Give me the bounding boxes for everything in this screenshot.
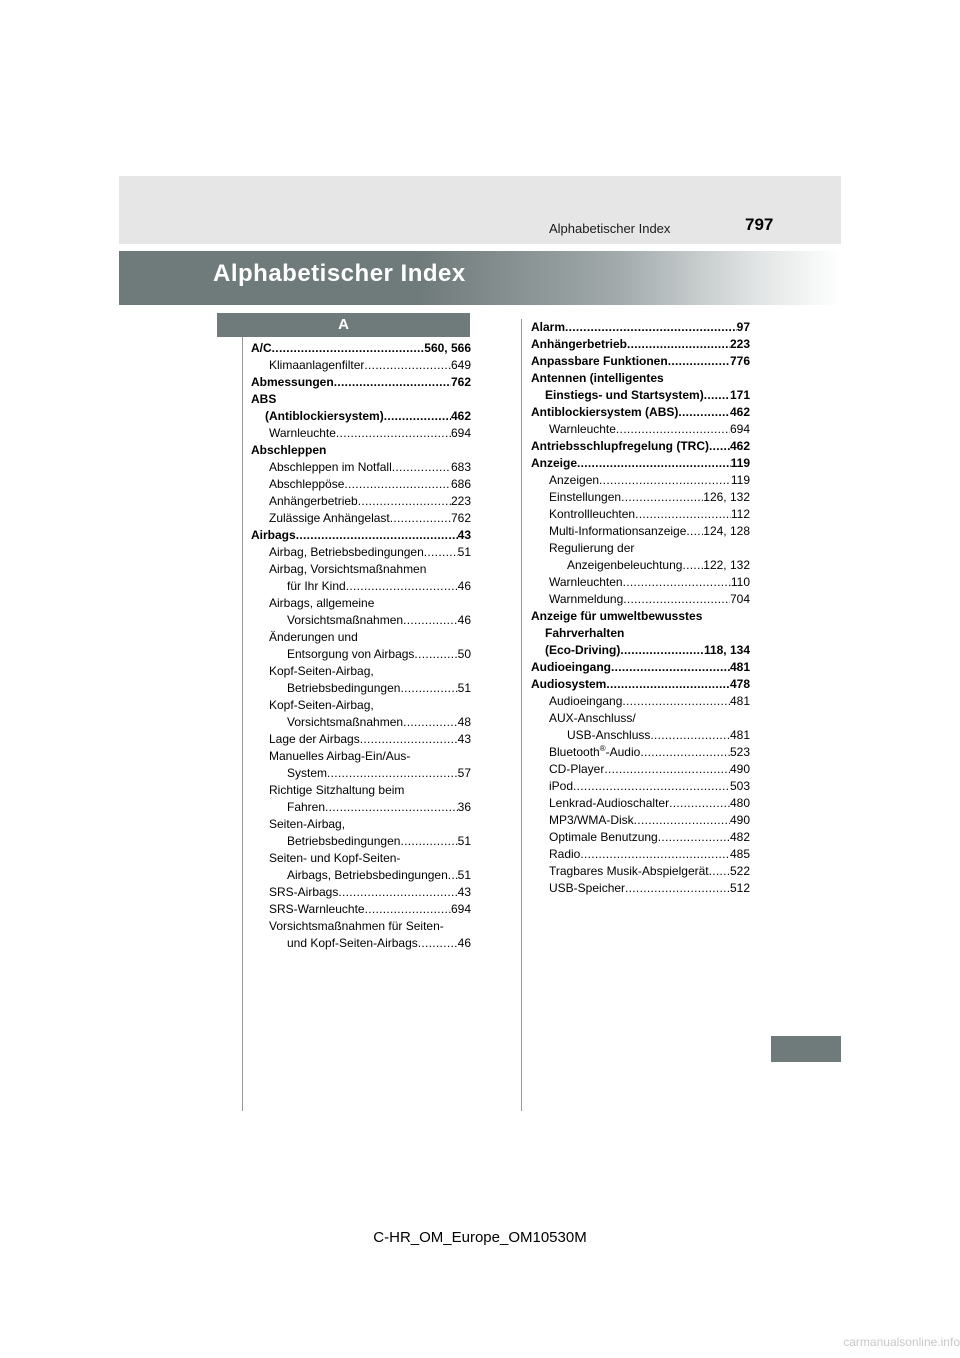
- index-entry-term: Airbags, Betriebsbedingungen: [287, 868, 448, 882]
- index-entry-term: Fahrverhalten: [545, 626, 625, 640]
- index-entry: [251, 782, 471, 799]
- index-entry: [531, 829, 750, 846]
- index-entry: [251, 833, 471, 850]
- index-entry-page[interactable]: 119: [730, 473, 750, 487]
- index-entry: [251, 629, 471, 646]
- leader-dots: [606, 676, 730, 693]
- index-entry-page[interactable]: 51: [457, 681, 471, 695]
- index-entry-page[interactable]: 704: [729, 592, 750, 606]
- index-entry: [251, 680, 471, 697]
- section-name: Alphabetischer Index: [549, 221, 671, 236]
- index-entry-term: Audiosystem: [531, 677, 607, 691]
- leader-dots: [400, 833, 457, 850]
- section-thumb-tab: [771, 1036, 841, 1062]
- leader-dots: [392, 459, 451, 476]
- index-entry-page[interactable]: 51: [457, 545, 471, 559]
- index-entry: [251, 850, 471, 867]
- index-entry: [531, 778, 750, 795]
- index-entry-term: Anhängerbetrieb: [531, 337, 628, 351]
- index-column-left: [251, 340, 471, 952]
- index-entry-page[interactable]: 223: [450, 494, 471, 508]
- index-entry-term: Warnmeldung: [549, 592, 624, 606]
- index-entry: [251, 935, 471, 952]
- index-entry-term: CD-Player: [549, 762, 605, 776]
- index-entry-page[interactable]: 694: [729, 422, 750, 436]
- index-entry-page[interactable]: 462: [729, 405, 750, 419]
- leader-dots: [704, 387, 730, 404]
- index-entry-page[interactable]: 481: [729, 728, 750, 742]
- index-entry: [251, 884, 471, 901]
- index-entry-page[interactable]: 485: [729, 847, 750, 861]
- leader-dots: [627, 336, 730, 353]
- index-entry: [251, 646, 471, 663]
- index-entry: [251, 867, 471, 884]
- index-entry: [531, 608, 750, 625]
- index-entry-page[interactable]: 683: [450, 460, 471, 474]
- index-entry: [531, 421, 750, 438]
- leader-dots: [709, 438, 730, 455]
- index-entry-term: Klimaanlagenfilter: [269, 358, 365, 372]
- leader-dots: [640, 744, 730, 761]
- index-entry-page[interactable]: 110: [730, 575, 750, 589]
- index-entry-page[interactable]: 119: [730, 456, 750, 470]
- index-entry-page[interactable]: 223: [729, 337, 750, 351]
- index-entry-page[interactable]: 490: [729, 762, 750, 776]
- index-entry-term: Airbags, allgemeine: [269, 596, 375, 610]
- index-entry: [251, 612, 471, 629]
- index-entry-term: Tragbares Musik-Abspielgerät: [549, 864, 709, 878]
- leader-dots: [296, 527, 458, 544]
- index-entry-term: Kontrollleuchten: [549, 507, 636, 521]
- index-entry: [251, 408, 471, 425]
- index-entry-term: Warnleuchte: [269, 426, 336, 440]
- leader-dots: [565, 319, 737, 336]
- index-entry: [531, 387, 750, 404]
- index-entry: [251, 748, 471, 765]
- index-entry: [251, 425, 471, 442]
- index-entry-term: A/C: [251, 341, 272, 355]
- leader-dots: [365, 901, 451, 918]
- index-entry: [251, 714, 471, 731]
- index-entry: [531, 506, 750, 523]
- index-entry-page[interactable]: 560, 566: [424, 341, 471, 355]
- index-entry-term: Antriebsschlupfregelung (TRC): [531, 439, 710, 453]
- index-entry: [251, 391, 471, 408]
- leader-dots: [616, 421, 730, 438]
- index-entry-term: Multi-Informationsanzeige: [549, 524, 687, 538]
- leader-dots: [650, 727, 730, 744]
- index-entry: [251, 340, 471, 357]
- leader-dots: [403, 612, 458, 629]
- index-entry-page[interactable]: 43: [457, 528, 471, 542]
- index-entry-term: Antennen (intelligentes: [531, 371, 664, 385]
- index-entry-term: Warnleuchten: [549, 575, 623, 589]
- index-entry: [251, 918, 471, 935]
- index-entry: [531, 489, 750, 506]
- index-entry-term: Entsorgung von Airbags: [287, 647, 415, 661]
- leader-dots: [622, 693, 730, 710]
- index-entry: [251, 578, 471, 595]
- index-entry: [251, 731, 471, 748]
- leader-dots: [611, 659, 730, 676]
- index-entry-term: und Kopf-Seiten-Airbags: [287, 936, 418, 950]
- index-entry: [251, 799, 471, 816]
- index-entry-term: Airbags: [251, 528, 296, 542]
- index-entry-term: Anpassbare Funktionen: [531, 354, 668, 368]
- index-entry: [531, 438, 750, 455]
- index-entry: [531, 353, 750, 370]
- index-entry-page[interactable]: 51: [457, 834, 471, 848]
- index-entry-page[interactable]: 50: [457, 647, 471, 661]
- leader-dots: [403, 714, 458, 731]
- index-entry: [531, 659, 750, 676]
- index-entry: [251, 816, 471, 833]
- leader-dots: [384, 408, 451, 425]
- index-entry-page[interactable]: 649: [450, 358, 471, 372]
- index-entry-term: Zulässige Anhängelast: [269, 511, 390, 525]
- index-entry-term: Betriebsbedingungen: [287, 681, 401, 695]
- leader-dots: [327, 765, 458, 782]
- index-entry: [531, 523, 750, 540]
- index-entry: [251, 493, 471, 510]
- index-entry-page[interactable]: 482: [729, 830, 750, 844]
- index-entry: [531, 642, 750, 659]
- index-entry-page[interactable]: 43: [457, 885, 471, 899]
- index-entry-page[interactable]: 171: [729, 388, 750, 402]
- index-entry: [251, 697, 471, 714]
- index-entry-term: Airbag, Vorsichtsmaßnahmen: [269, 562, 427, 576]
- index-entry-term: Lenkrad-Audioschalter: [549, 796, 670, 810]
- index-entry: [251, 459, 471, 476]
- leader-dots: [623, 574, 731, 591]
- page-number: 797: [745, 215, 774, 234]
- index-entry: [531, 880, 750, 897]
- index-entry: [251, 510, 471, 527]
- index-entry-term: Optimale Benutzung: [549, 830, 658, 844]
- index-entry: [251, 595, 471, 612]
- index-entry-term: Regulierung der: [549, 541, 635, 555]
- index-entry-page[interactable]: 462: [450, 409, 471, 423]
- index-entry: [531, 727, 750, 744]
- index-entry: [531, 744, 750, 761]
- index-entry-page[interactable]: 43: [457, 732, 471, 746]
- index-entry-term: Vorsichtsmaßnahmen für Seiten-: [269, 919, 444, 933]
- index-entry-term: Änderungen und: [269, 630, 358, 644]
- index-entry-page[interactable]: 46: [457, 936, 471, 950]
- index-entry-page[interactable]: 523: [729, 745, 750, 759]
- index-entry-page[interactable]: 480: [729, 796, 750, 810]
- index-entry: [251, 765, 471, 782]
- index-entry-term: Kopf-Seiten-Airbag,: [269, 698, 374, 712]
- index-entry: [531, 336, 750, 353]
- index-entry: [531, 812, 750, 829]
- leader-dots: [325, 799, 458, 816]
- leader-dots: [634, 812, 730, 829]
- column-rule-left: [242, 337, 243, 1111]
- document-code: C-HR_OM_Europe_OM10530M: [373, 1229, 587, 1246]
- index-entry: [531, 455, 750, 472]
- watermark: carmanualsonline.info: [843, 1335, 960, 1349]
- index-entry-page[interactable]: 481: [729, 694, 750, 708]
- index-entry-page[interactable]: 522: [729, 864, 750, 878]
- index-entry: [531, 795, 750, 812]
- leader-dots: [623, 591, 730, 608]
- index-entry-term: Anzeige: [531, 456, 578, 470]
- index-entry-term: (Antiblockiersystem): [265, 409, 384, 423]
- index-entry-term: (Eco-Driving): [545, 643, 621, 657]
- index-entry-term: MP3/WMA-Disk: [549, 813, 634, 827]
- index-entry-term: Abschleppen: [251, 443, 327, 457]
- leader-dots: [604, 761, 730, 778]
- index-entry: [251, 476, 471, 493]
- leader-dots: [620, 642, 704, 659]
- index-entry: [531, 863, 750, 880]
- index-entry-term: ABS: [251, 392, 277, 406]
- index-entry-term: Einstellungen: [549, 490, 622, 504]
- index-entry: [531, 693, 750, 710]
- index-entry-page[interactable]: 512: [729, 881, 750, 895]
- leader-dots: [686, 523, 703, 540]
- index-entry-term: Anzeigen: [549, 473, 600, 487]
- index-entry-term: Richtige Sitzhaltung beim: [269, 783, 405, 797]
- index-entry-term: USB-Speicher: [549, 881, 626, 895]
- index-entry-term: Einstiegs- und Startsystem): [545, 388, 704, 402]
- index-entry-term: Abschleppen im Notfall: [269, 460, 392, 474]
- column-rule-right: [521, 319, 522, 1111]
- index-entry: [531, 591, 750, 608]
- leader-dots: [336, 425, 451, 442]
- index-entry-page[interactable]: 36: [457, 800, 471, 814]
- index-entry: [251, 374, 471, 391]
- index-entry-term: AUX-Anschluss/: [549, 711, 636, 725]
- index-entry-page[interactable]: 462: [729, 439, 750, 453]
- index-entry-page[interactable]: 478: [729, 677, 750, 691]
- index-entry-page[interactable]: 46: [457, 579, 471, 593]
- index-column-right: [531, 319, 750, 897]
- index-entry-term: Vorsichtsmaßnahmen: [287, 715, 404, 729]
- leader-dots: [669, 795, 730, 812]
- index-entry-page[interactable]: 490: [729, 813, 750, 827]
- index-entry-page[interactable]: 126, 132: [703, 490, 750, 504]
- page-header: [119, 176, 841, 244]
- index-entry: [531, 574, 750, 591]
- leader-dots: [424, 544, 458, 561]
- leader-dots: [272, 340, 425, 357]
- index-entry-page[interactable]: 124, 128: [703, 524, 750, 538]
- index-entry: [251, 663, 471, 680]
- index-entry-page[interactable]: 762: [450, 375, 471, 389]
- index-entry-page[interactable]: 122, 132: [703, 558, 750, 572]
- index-entry-page[interactable]: 776: [729, 354, 750, 368]
- index-entry-term: Anzeigenbeleuchtung: [567, 558, 683, 572]
- leader-dots: [709, 863, 730, 880]
- leader-dots: [635, 506, 731, 523]
- index-entry: [531, 370, 750, 387]
- index-entry-page[interactable]: 112: [730, 507, 750, 521]
- leader-dots: [577, 455, 731, 472]
- leader-dots: [414, 646, 457, 663]
- index-entry-term: Seiten- und Kopf-Seiten-: [269, 851, 401, 865]
- index-entry-term: Warnleuchte: [549, 422, 616, 436]
- index-entry-term: System: [287, 766, 328, 780]
- index-entry: [531, 846, 750, 863]
- index-entry-term: Audioeingang: [531, 660, 611, 674]
- page-title: Alphabetischer Index: [213, 260, 466, 287]
- index-entry-term: Vorsichtsmaßnahmen: [287, 613, 404, 627]
- index-entry-term: SRS-Airbags: [269, 885, 339, 899]
- leader-dots: [599, 472, 731, 489]
- leader-dots: [360, 731, 458, 748]
- leader-dots: [658, 829, 730, 846]
- leader-dots: [418, 935, 458, 952]
- index-entry-term: iPod: [549, 779, 574, 793]
- index-letter-heading: A: [217, 313, 470, 337]
- index-entry: [531, 540, 750, 557]
- leader-dots: [364, 357, 451, 374]
- index-entry-page[interactable]: 46: [457, 613, 471, 627]
- index-entry-term: Manuelles Airbag-Ein/Aus-: [269, 749, 411, 763]
- index-entry-term: Lage der Airbags: [269, 732, 360, 746]
- leader-dots: [334, 374, 451, 391]
- index-entry: [531, 761, 750, 778]
- index-entry: [251, 544, 471, 561]
- index-entry-term: für Ihr Kind: [287, 579, 346, 593]
- index-entry-page[interactable]: 48: [457, 715, 471, 729]
- index-entry: [251, 357, 471, 374]
- index-entry-term: Abmessungen: [251, 375, 334, 389]
- index-entry: [251, 901, 471, 918]
- leader-dots: [580, 846, 730, 863]
- leader-dots: [621, 489, 703, 506]
- leader-dots: [573, 778, 730, 795]
- index-entry-term: Kopf-Seiten-Airbag,: [269, 664, 374, 678]
- leader-dots: [338, 884, 457, 901]
- title-band: [119, 251, 841, 305]
- index-entry-page[interactable]: 481: [729, 660, 750, 674]
- leader-dots: [344, 476, 451, 493]
- index-entry-term: Anhängerbetrieb: [269, 494, 358, 508]
- index-entry-term: Fahren: [287, 800, 326, 814]
- index-entry-term: Radio: [549, 847, 581, 861]
- leader-dots: [625, 880, 730, 897]
- index-entry: [531, 710, 750, 727]
- index-entry-page[interactable]: 686: [450, 477, 471, 491]
- index-entry: [251, 561, 471, 578]
- leader-dots: [448, 867, 458, 884]
- leader-dots: [668, 353, 730, 370]
- index-entry-term: Betriebsbedingungen: [287, 834, 401, 848]
- index-entry-term: Bluetooth®-Audio: [549, 744, 641, 759]
- index-entry: [251, 442, 471, 459]
- leader-dots: [678, 404, 730, 421]
- leader-dots: [682, 557, 703, 574]
- index-entry-page[interactable]: 118, 134: [703, 643, 750, 657]
- index-entry-term: Anzeige für umweltbewusstes: [531, 609, 703, 623]
- leader-dots: [390, 510, 451, 527]
- index-entry-term: Airbag, Betriebsbedingungen: [269, 545, 424, 559]
- index-entry-term: Seiten-Airbag,: [269, 817, 346, 831]
- index-entry: [251, 527, 471, 544]
- index-entry-term: SRS-Warnleuchte: [269, 902, 365, 916]
- index-entry-page[interactable]: 694: [450, 902, 471, 916]
- index-entry: [531, 557, 750, 574]
- index-entry-page[interactable]: 762: [450, 511, 471, 525]
- index-entry: [531, 319, 750, 336]
- index-entry-term: Antiblockiersystem (ABS): [531, 405, 679, 419]
- index-entry-page[interactable]: 503: [729, 779, 750, 793]
- index-entry: [531, 472, 750, 489]
- leader-dots: [400, 680, 457, 697]
- index-entry-term: Alarm: [531, 320, 566, 334]
- index-entry-term: USB-Anschluss: [567, 728, 651, 742]
- index-entry: [531, 625, 750, 642]
- index-entry-page[interactable]: 57: [457, 766, 471, 780]
- index-entry-page[interactable]: 694: [450, 426, 471, 440]
- index-entry-page[interactable]: 51: [457, 868, 471, 882]
- index-entry: [531, 404, 750, 421]
- index-entry-term: Abschleppöse: [269, 477, 345, 491]
- index-entry-page[interactable]: 97: [736, 320, 750, 334]
- index-entry: [531, 676, 750, 693]
- index-entry-term: Audioeingang: [549, 694, 623, 708]
- leader-dots: [346, 578, 458, 595]
- leader-dots: [358, 493, 451, 510]
